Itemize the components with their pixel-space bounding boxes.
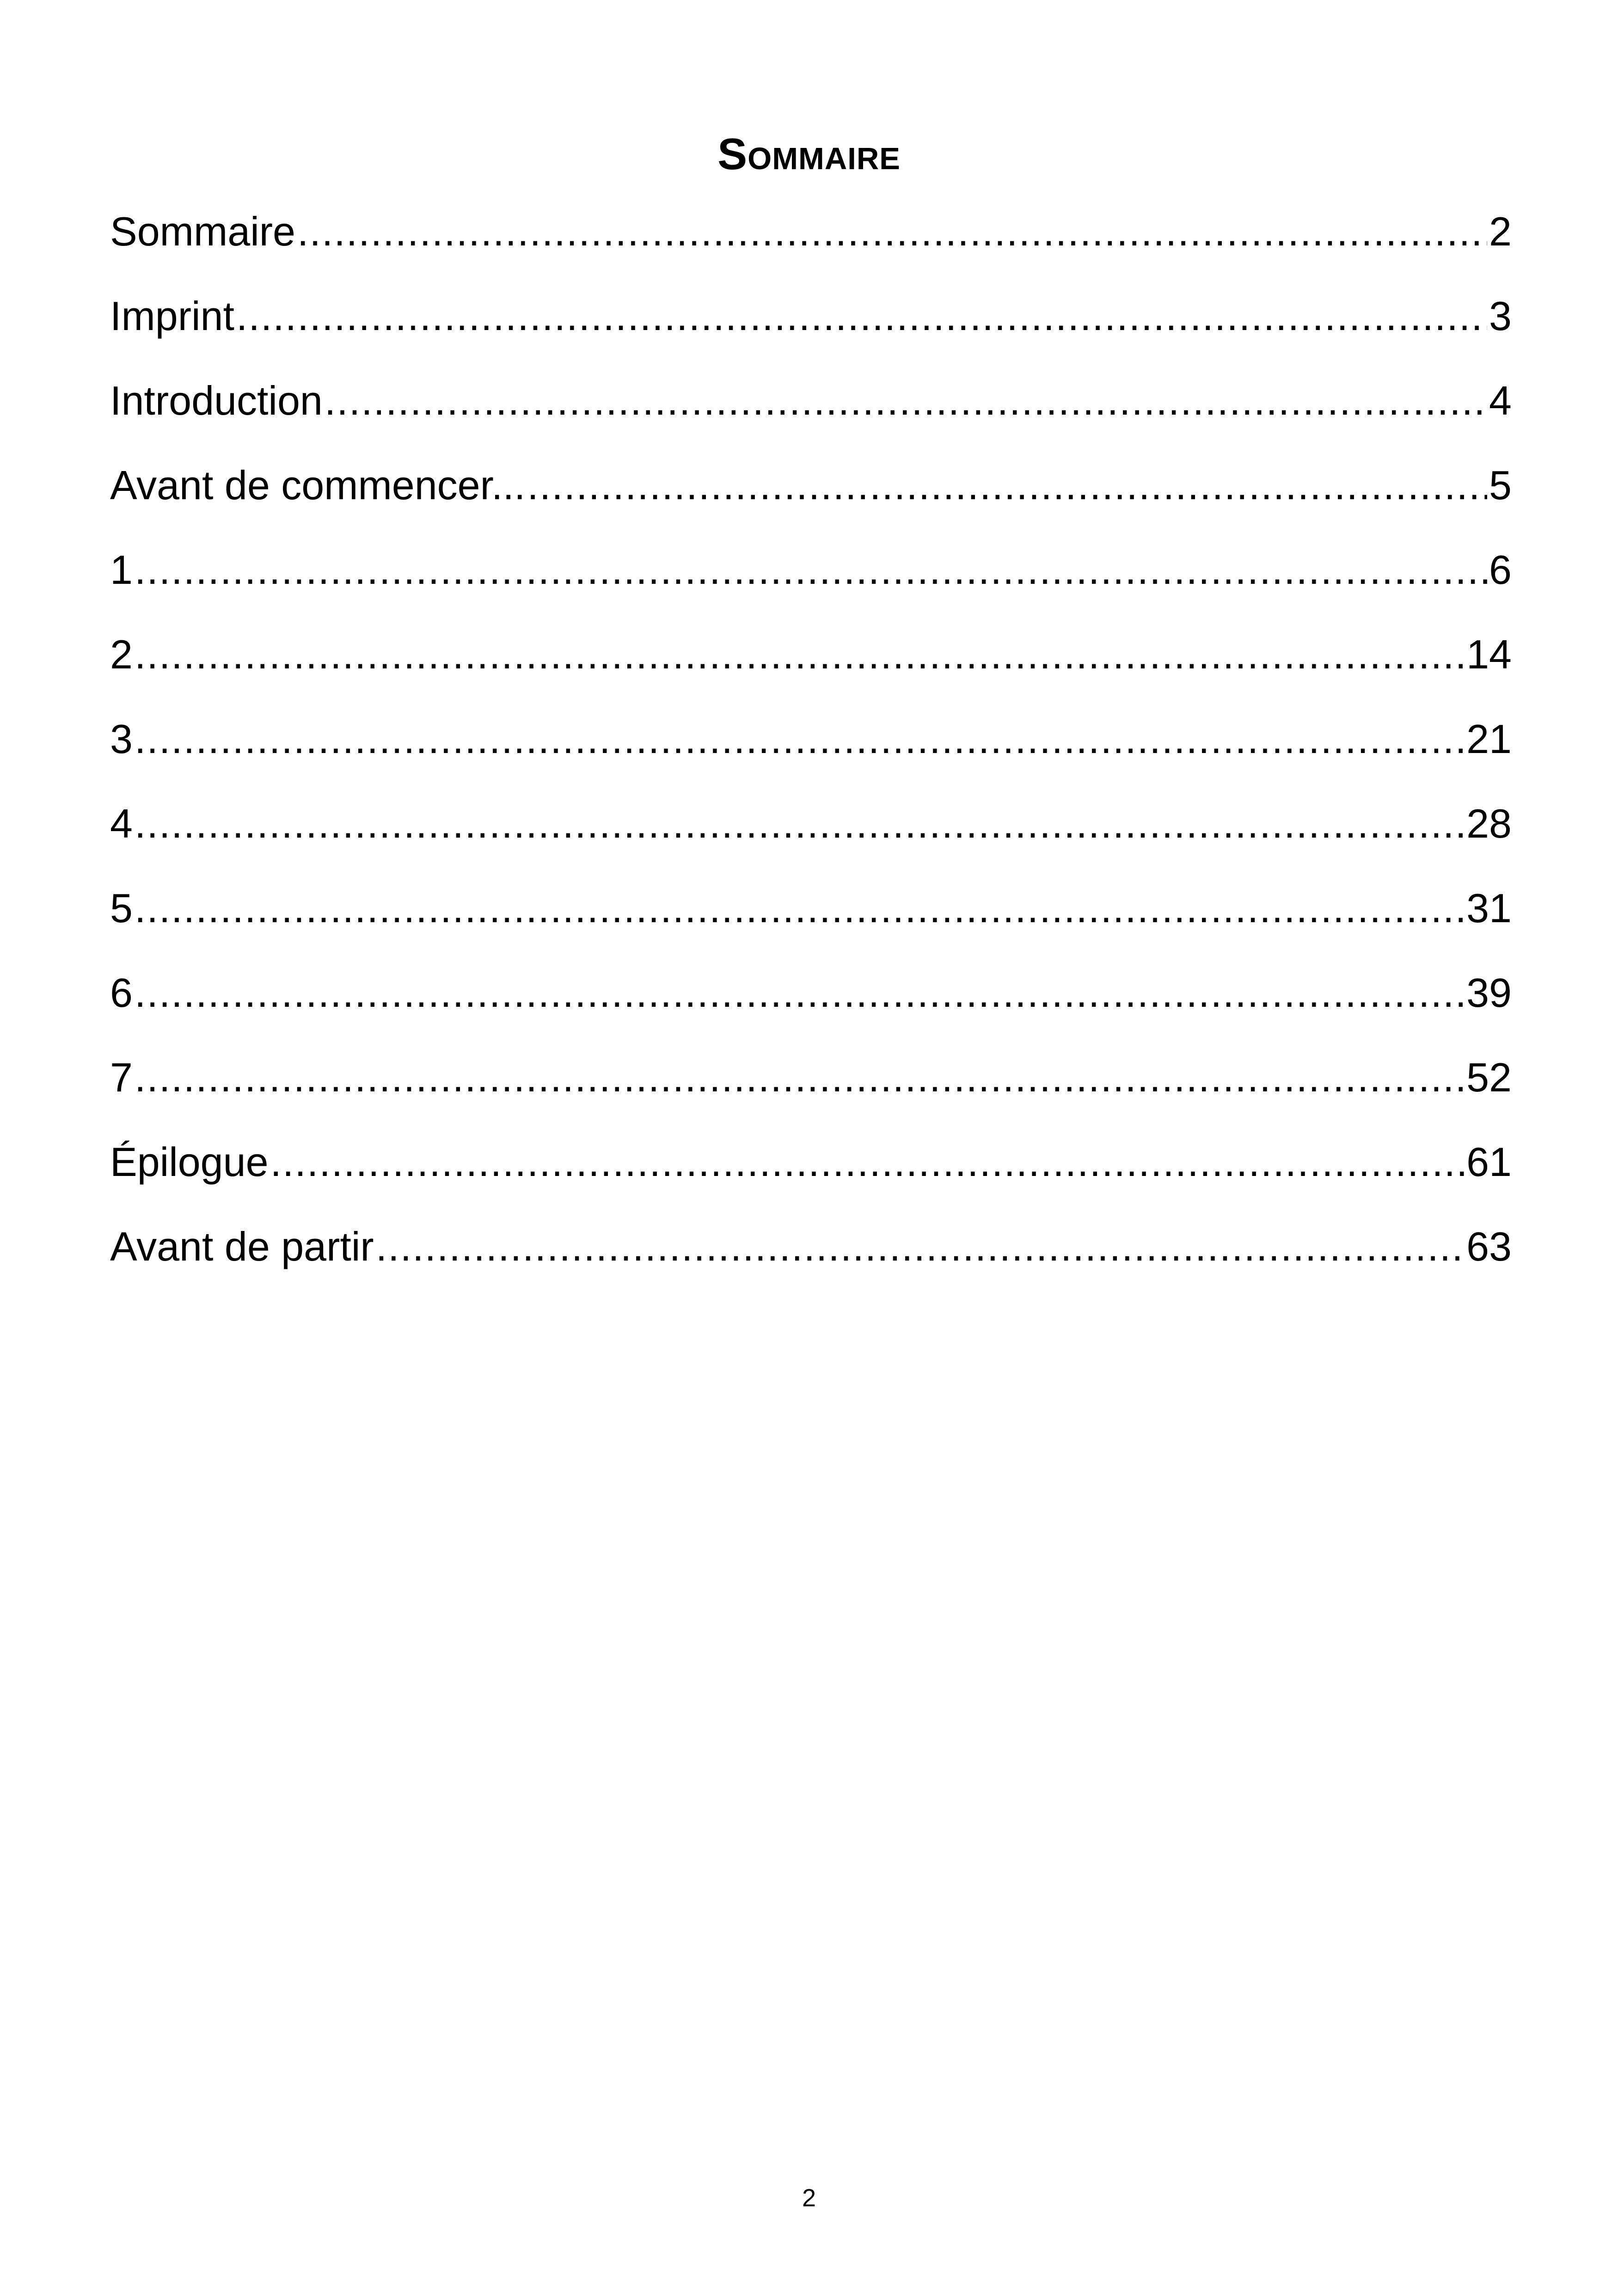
toc-entry-page: 5 [1489, 462, 1512, 508]
toc-entry-page: 63 [1466, 1224, 1512, 1269]
table-of-contents [110, 202, 1512, 1301]
toc-dot-leader [236, 286, 1487, 346]
toc-entry-label: 2 [110, 631, 133, 677]
toc-entry-avant-de-commencer[interactable] [110, 455, 1512, 540]
toc-entry-page: 14 [1466, 631, 1512, 677]
toc-entry-chapter-4[interactable] [110, 794, 1512, 878]
toc-entry-page: 61 [1466, 1139, 1512, 1185]
toc-dot-leader [376, 1217, 1465, 1277]
toc-entry-chapter-5[interactable] [110, 878, 1512, 963]
toc-dot-leader [270, 1132, 1465, 1192]
toc-entry-chapter-6[interactable] [110, 963, 1512, 1047]
toc-entry-chapter-1[interactable] [110, 540, 1512, 625]
toc-entry-label: 3 [110, 716, 133, 762]
toc-entry-label: 7 [110, 1054, 133, 1100]
toc-dot-leader [527, 455, 1487, 515]
toc-entry-chapter-2[interactable] [110, 625, 1512, 709]
toc-entry-chapter-7[interactable] [110, 1047, 1512, 1132]
toc-dot-leader [135, 540, 1487, 600]
toc-entry-epilogue[interactable] [110, 1132, 1512, 1217]
toc-entry-page: 6 [1489, 547, 1512, 593]
toc-dot-leader [325, 371, 1487, 431]
toc-entry-label: Épilogue [110, 1139, 269, 1185]
toc-entry-sommaire[interactable] [110, 202, 1512, 286]
toc-entry-page: 31 [1466, 885, 1512, 931]
toc-entry-label: 5 [110, 885, 133, 931]
toc-entry-page: 3 [1489, 293, 1512, 339]
toc-entry-page: 28 [1466, 801, 1512, 846]
toc-dot-leader [135, 709, 1465, 769]
toc-entry-label: Sommaire [110, 208, 295, 254]
page-number: 2 [802, 2184, 816, 2212]
toc-entry-introduction[interactable] [110, 371, 1512, 455]
toc-entry-page: 39 [1466, 970, 1512, 1016]
toc-dot-leader [297, 202, 1487, 262]
toc-entry-label: Introduction [110, 378, 323, 423]
toc-entry-label: Imprint [110, 293, 234, 339]
toc-entry-avant-de-partir[interactable] [110, 1217, 1512, 1301]
toc-entry-page: 4 [1489, 378, 1512, 423]
toc-entry-chapter-3[interactable] [110, 709, 1512, 794]
page-title: Sommaire [717, 129, 901, 179]
toc-entry-label: 1 [110, 547, 133, 593]
toc-dot-leader [135, 1047, 1465, 1108]
toc-dot-leader [135, 625, 1465, 685]
toc-entry-label: 4 [110, 801, 133, 846]
toc-entry-page: 21 [1466, 716, 1512, 762]
toc-dot-leader [135, 878, 1465, 938]
toc-entry-label: Avant de partir [110, 1224, 374, 1269]
toc-dot-leader [135, 963, 1465, 1023]
toc-entry-label: 6 [110, 970, 133, 1016]
toc-entry-imprint[interactable] [110, 286, 1512, 371]
toc-dot-leader [135, 794, 1465, 854]
toc-entry-page: 2 [1489, 208, 1512, 254]
toc-entry-label: Avant de commencer... [110, 462, 526, 508]
toc-entry-page: 52 [1466, 1054, 1512, 1100]
